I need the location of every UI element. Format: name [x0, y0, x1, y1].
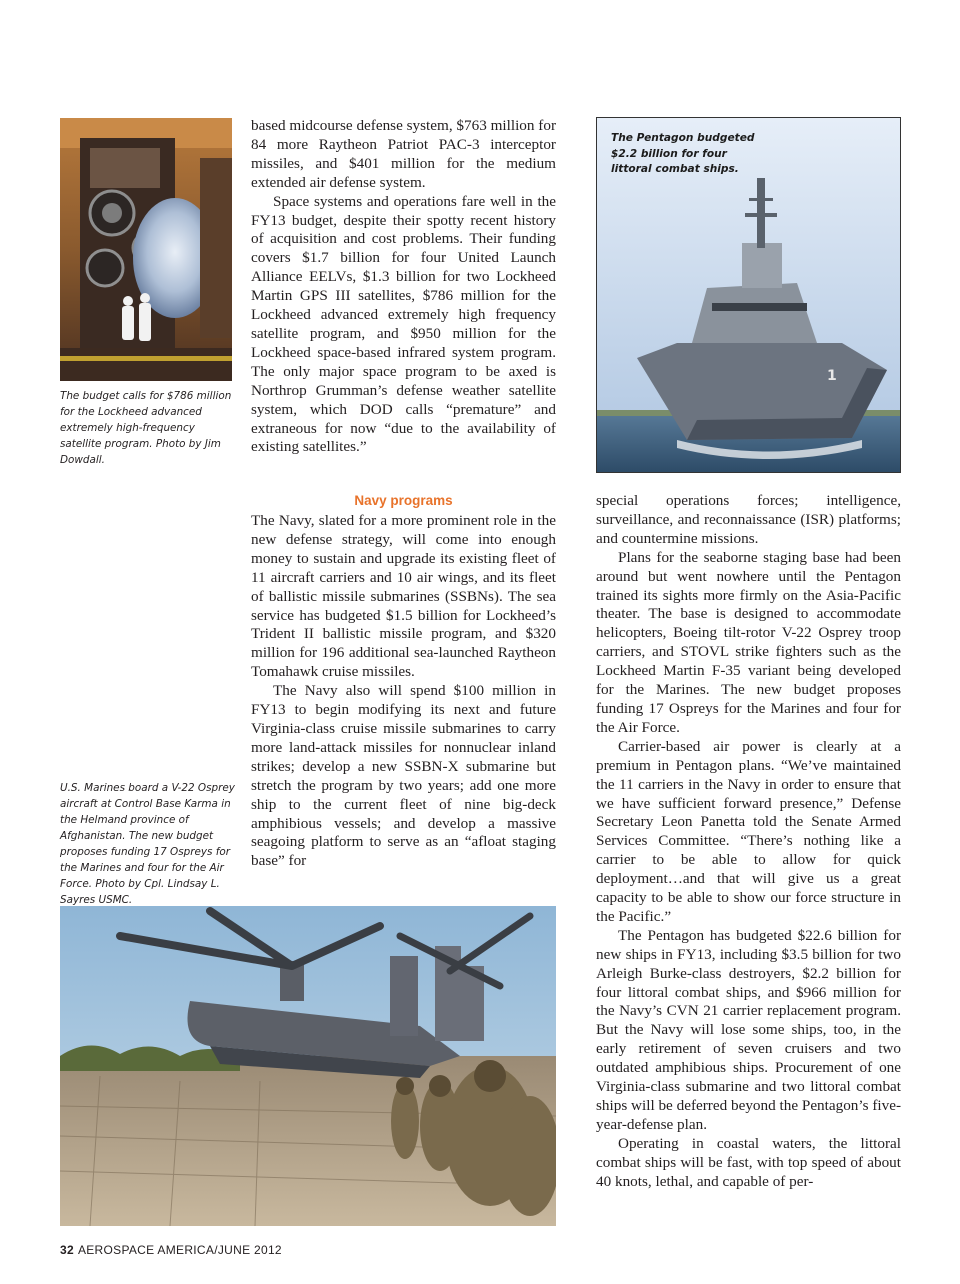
top-paragraph-1: based midcourse defense system, $763 million for 84 more Raytheon Patriot PAC-3 interceptor missiles, and $401 million for the medium extended air defense system. — [251, 117, 556, 191]
navy-paragraph-2: The Navy also will spend $100 million in FY13 to begin modifying its next and future Virginia-class cruise missile submarines to carry more land-attack missiles for nonnuclear inland strikes; develop a new SSBN-X submarine but stretch the program by two years; add one more ship to the current fleet of nine big-deck amphibious vessels; and develop a massive seagoing platform to serve as an “afloat staging base” for — [251, 682, 556, 870]
right-paragraph-4: The Pentagon has budgeted $22.6 billion for new ships in FY13, including $3.5 billion for two Arleigh Burke-class destroyers, $2.2 billion for four littoral combat ships, and $966 million for the Navy’s CVN 21 carrier replacement program. But the Navy will lose some ships, too, in the early retirement of seven cruisers and two outdated amphibious ships. Procurement of one Virginia-class submarine and two littoral combat ships will be deferred beyond the Pentagon’s five-year-defense plan. — [596, 926, 901, 1133]
page-footer — [60, 1243, 282, 1257]
satellite-photo — [60, 118, 232, 381]
publication-line: AEROSPACE AMERICA/JUNE 2012 — [77, 1243, 282, 1257]
right-article-column — [596, 492, 901, 1192]
right-paragraph-3: Carrier-based air power is clearly at a premium in Pentagon plans. “We’ve maintained the 11 carriers in the Navy in order to ensure that we have sufficient forward presence,” Defense Secretary Leon Panetta told the Senate Armed Services Committee. “There’s nothing like a carrier to be able to allow for quick deployment…and that will give us a great capacity to be able to show our force structure in the Pacific.” — [596, 737, 901, 925]
top-article-column — [251, 117, 556, 457]
navy-article-column — [251, 492, 556, 871]
satellite-caption: The budget calls for $786 million for the Lockheed advanced extremely high-frequency satellite program. Photo by Jim Dowdall. — [60, 390, 232, 466]
ship-caption: The Pentagon budgeted $2.2 billion for four littoral combat ships. — [611, 132, 755, 175]
right-paragraph-5: Operating in coastal waters, the littoral combat ships will be fast, with top speed of about 40 knots, lethal, and capable of per- — [596, 1134, 901, 1190]
page-number: 32 — [60, 1243, 74, 1257]
osprey-caption: U.S. Marines board a V-22 Osprey aircraft at Control Base Karma in the Helmand province of Afghanistan. The new budget proposes funding 17 Ospreys for the Marines and four for the Air Force. Photo by Cpl. Lindsay L. Sayres USMC. — [60, 782, 235, 906]
osprey-photo — [60, 906, 556, 1226]
right-paragraph-1: special operations forces; intelligence, surveillance, and reconnaissance (ISR) platforms; and countermine missions. — [596, 492, 901, 547]
navy-paragraph-1: The Navy, slated for a more prominent role in the new defense strategy, will come into enough money to sustain and upgrade its existing fleet of 11 aircraft carriers and 10 air wings, and its fleet of ballistic missile submarines (SSBNs). The sea service has budgeted $1.5 billion for Lockheed’s Trident II ballistic missile program, and $320 million for 196 additional sea-launched Raytheon Tomahawk cruise missiles. — [251, 512, 556, 681]
section-heading-navy-programs: Navy programs — [354, 493, 453, 508]
top-paragraph-2: Space systems and operations fare well in the FY13 budget, despite their spotty recent history of acquisition and cost problems. Their funding covers $1.7 billion for four United Launch Alliance EELVs, $1.3 billion for two Lockheed Martin GPS III satellites, $786 million for the Lockheed advanced extremely high frequency satellite program, and $950 million for the Lockheed space-based infrared system program. The only major space program to be axed is Northrop Grumman’s defense weather satellite system, which DOD calls “premature” and extraneous for now “due to the availability of existing satellites.” — [251, 192, 556, 456]
svg-text:1: 1 — [827, 368, 837, 384]
right-paragraph-2: Plans for the seaborne staging base had been around but went nowhere until the Pentagon trained its sights more firmly on the Asia-Pacific theater. The base is designed to accommodate helicopters, Boeing tilt-rotor V-22 Osprey troop carriers, and STOVL strike fighters such as the Lockheed Martin F-35 variant being developed for the Marines. The new budget proposes funding 17 Ospreys for the Marines and four for the Air Force. — [596, 548, 901, 736]
